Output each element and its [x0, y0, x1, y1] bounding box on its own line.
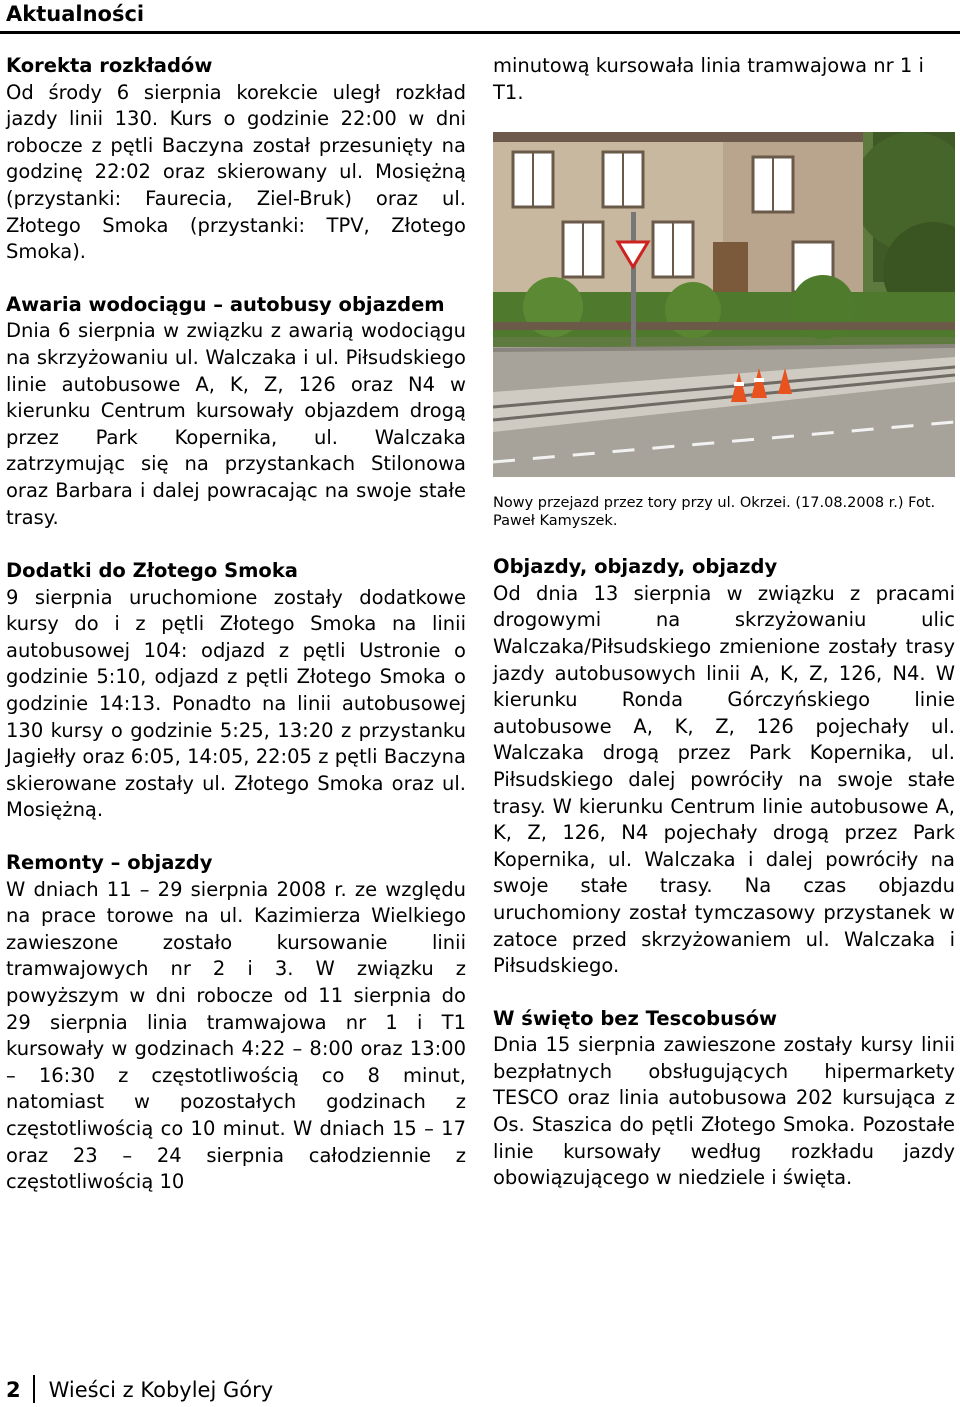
- article-body: Dnia 15 sierpnia zawieszone zostały kursy linii bezpłatnych obsługujących hipermarkety TESCO oraz linia autobusowa 202 kursująca z Os. Staszica do pętli Złotego Smoka. Pozostałe linie kursowały według rozkładu jazdy obowiązującego w niedziele i święta.: [493, 1033, 955, 1190]
- header-divider: [0, 31, 960, 34]
- continued-text: minutową kursowała linia tramwajowa nr 1 i T1.: [493, 54, 924, 104]
- article-body: W dniach 11 – 29 sierpnia 2008 r. ze względu na prace torowe na ul. Kazimierza Wielkiego zawieszone zostało kursowanie linii tramwajowych nr 2 i 3. W związku z powyższym w dni robocze od 11 sierpnia do 29 sierpnia linia tramwajowa nr 1 i T1 kursowały w godzinach 4:22 – 8:00 oraz 13:00 – 16:30 z częstotliwością co 8 minut, natomiast w pozostałych godzinach z częstotliwością co 10 minut. W dniach 15 – 17 oraz 23 – 24 sierpnia całodziennie z częstotliwością 10: [6, 877, 466, 1194]
- article-title: Remonty – objazdy: [6, 851, 213, 875]
- article-body: 9 sierpnia uruchomione zostały dodatkowe kursy do i z pętli Złotego Smoka na linii autobusowej 104: odjazd z pętli Ustronie o godzinie 5:10, odjazd z pętli Złotego Smoka o godzinie 14:13. Ponadto na linii autobusowej 130 kursy o godzinie 5:25, 13:20 z przystanku Jagiełły oraz 6:05, 14:05, 22:05 z pętli Baczyna skierowane zostały ul. Złotego Smoka oraz ul. Mosiężną.: [6, 585, 466, 822]
- article-korekta: [6, 53, 466, 266]
- article-dodatki: [6, 558, 466, 824]
- article-remonty: [6, 850, 466, 1196]
- left-column: [6, 53, 466, 1196]
- article-title: Objazdy, objazdy, objazdy: [493, 555, 778, 579]
- page-header: [0, 0, 960, 30]
- article-title: Dodatki do Złotego Smoka: [6, 559, 298, 583]
- news-photo: [493, 132, 955, 477]
- right-column: [493, 53, 955, 1192]
- article-title: W święto bez Tescobusów: [493, 1006, 778, 1030]
- article-title: Awaria wodociągu – autobusy objazdem: [6, 292, 445, 316]
- photo-caption: Nowy przejazd przez tory przy ul. Okrzei. (17.08.2008 r.) Fot. Paweł Kamyszek.: [493, 495, 936, 529]
- footer-divider: [33, 1375, 35, 1403]
- publication-name: Wieści z Kobylej Góry: [48, 1378, 274, 1402]
- page-footer: [6, 1375, 273, 1407]
- article-tescobusy: [493, 1006, 955, 1192]
- article-objazdy: [493, 554, 955, 980]
- section-title: Aktualności: [6, 2, 145, 26]
- article-title: Korekta rozkładów: [6, 54, 213, 77]
- article-body: Od dnia 13 sierpnia w związku z pracami drogowymi na skrzyżowaniu ulic Walczaka/Piłsudskiego zmienione zostały trasy jazdy autobusowych linii A, K, Z, 126, N4. W kierunku Ronda Górczyńskiego linie autobusowe A, K, Z, 126 pojechały ul. Walczaka drogą przez Park Kopernika, ul. Piłsudskiego dalej powróciły na swoje stałe trasy. W kierunku Centrum linie autobusowe A, K, Z, 126, N4 pojechały drogą przez Park Kopernika, ul. Walczaka i dalej powróciły na swoje stałe trasy. Na czas objazdu uruchomiony został tymczasowy przystanek w zatoce przed skrzyżowaniem ul. Walczaka i Piłsudskiego.: [493, 581, 955, 978]
- article-body: Od środy 6 sierpnia korekcie uległ rozkład jazdy linii 130. Kurs o godzinie 22:00 w dni robocze z pętli Baczyna został przesunięty na godzinę 22:02 oraz skierowany ul. Mosiężną (przystanki: Faurecia, Ziel-Bruk) oraz ul. Złotego Smoka (przystanki: TPV, Złotego Smoka).: [6, 80, 466, 264]
- page-number: 2: [6, 1378, 21, 1402]
- article-body: Dnia 6 sierpnia w związku z awarią wodociągu na skrzyżowaniu ul. Walczaka i ul. Piłsudskiego linie autobusowe A, K, Z, 126 oraz N4 w kierunku Centrum kursowały objazdem drogą przez Park Kopernika, ul. Walczaka zatrzymując się na przystankach Stilonowa oraz Barbara i dalej powracając na swoje stałe trasy.: [6, 319, 466, 529]
- article-awaria: [6, 292, 466, 531]
